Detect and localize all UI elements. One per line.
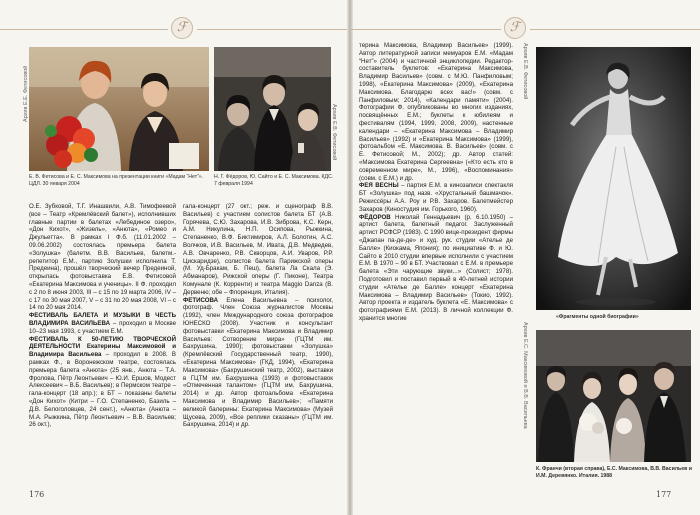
entry-heading: ФЕСТИВАЛЬ К 50-ЛЕТИЮ ТВОРЧЕСКОЙ ДЕЯТЕЛЬНОСТИ Екатерины Максимовой и Владимира Васильева — [29, 335, 176, 359]
photo-credit-vertical: Архив Е.В. Фетисовой — [522, 43, 528, 100]
entry-heading: ФЕЯ ВЕСНЫ — [359, 182, 399, 190]
entry-heading: ФЕТИСОВА — [183, 296, 219, 304]
ornament-icon: ℱ — [171, 17, 193, 39]
right-page — [351, 0, 700, 515]
text-column-right — [183, 203, 333, 429]
entry-fedorov — [359, 214, 513, 323]
photo-image — [536, 330, 691, 462]
entry-text: – проходил в Москве 10–23 мая 1993, с участием Е.М. — [29, 319, 177, 335]
photo-caption: К. Франчи (вторая справа), Е.С. Максимова, В.В. Васильев и И.М. Деревянко. Италия. 1988 — [536, 466, 692, 479]
photo-caption: Е. В. Фетисова и Е. С. Максимова на презентации книги «Мадам “Нет”». ЦДЛ. 30 января 2004 — [29, 174, 204, 187]
entry-heading: ФЁДОРОВ — [359, 213, 391, 221]
entry-festival-1993 — [29, 312, 176, 335]
entry-text: Николай Геннадьевич (р. 6.10.1950) – артист балета, балетный педагог. Заслуженный артист РСФСР (1983). С 1990 вице-президент фирмы «Джапан па-де-де» и худ. рук. студии «Ателье де Балле» (Киокама, Япония); по инициативе Ф. и Ю. Сайто в 2010 студии впервые исполнили с участием Е.М. В 1970 – 90 в БТ. Участвовал с Е.М. в премьере балета «Эти чарующие звуки...» (Солист; 1978). Подготовил и поставил первый в 40-летней истории студии «Ателье де Балле» концерт «Екатерина Максимова – Владимир Васильев» (Токио, 1992). Автор проекта и издатель буклета «Е. Максимова» с фотографиями Е.М. (2013). В личной коллекции Ф. хранится многие — [359, 213, 513, 322]
paragraph: терина Максимова, Владимир Васильев» (1999). Автор литературной записи мемуаров Е.М. «Мадам “Нет”» (2004) и частичной энциклопедии. Редактор-составитель буклетов: «Екатерина Максимова, Владимир Васильев» (совм. с М.Ю. Панфиловым; 1998), «Екатерина Максимова» (2009), «Екатерина Максимова. Благодарю всех вас!» (совм. с Панфиловым; 2014), «Календари памяти» (2004). Фотографии Ф. опубликованы во многих изданиях, посвящённых Е.М.; буклеты к юбилеям и фестивалям (1994, 1999, 2008, 2009), настенные календари – «Екатерина Максимова – Владимир Васильев» (1992) и «Екатерина Максимова» (1999), фотоальбом «Е. Максимова. В. Васильев» (совм. с Е. Фетисовой; М., 2002); др. Автор статей: «Максимова Екатерина Сергеевна» («Кто есть кто в современном мире», М., 1996), «Воспоминания» (совм. с Е.М.) и др. — [359, 42, 513, 182]
page-number: 177 — [656, 490, 672, 499]
header-rule — [530, 29, 700, 30]
page-number: 176 — [29, 490, 45, 499]
entry-heading: ФЕСТИВАЛЬ БАЛЕТА И МУЗЫКИ В ЧЕСТЬ ВЛАДИМИРА ВАСИЛЬЕВА — [29, 312, 176, 327]
photo-caption: «Фрагменты одной биографии» — [556, 314, 639, 320]
photo-credit-vertical: Архив Е.Е. Фетисовой — [23, 65, 29, 122]
entry-text: – партия Е.М. в кинозаписи спектакля БТ «Золушка» под назв. «Хрустальный башмачок». Режиссёры А.А. Роу и Р.В. Захаров. Балетмейстер Захаров (Киностудия им. Горького, 1960). — [359, 182, 513, 213]
ornament-icon: ℱ — [504, 17, 526, 39]
entry-text: Елена Васильевна – психолог, фотограф. Член Союза журналистов Москвы (1992), член Международного союза фотографов ЮНЕСКО (2008). Участник и консультант фотовыставки «Екатерина Максимова и Владимир Васильев: Сотворение мира» (ГЦТМ им. Бахрушина, 1990); фотовыставки «Золушка» (Кремлёвский Государственный театр, 1990), «Екатерина Максимова» (ГКД, 1994), «Екатерина Максимова» (Бахрушинский театр, 2002), выставки в ГЦТМ им. Бахрушина (1993) и фотовыставок «Отмеченная талантом» (ГЦТМ им. Бахрушина, 2014) и др. Автор фотоальбома «Екатерина Максимова и Владимир Васильев»; «Памяти великой балерины: Екатерина Максимова» (Музей Щусева, 2009), «Все реплики сказаны» (ГЦТМ им. Бахрушина, 2014) и др. — [183, 296, 333, 429]
photo-fetisova-maximova — [29, 47, 209, 171]
entry-fetisova — [183, 297, 333, 430]
photo-caption: Н. Г. Фёдоров, Ю. Сайто и Е. С. Максимова. КДС. 7 февраля 1994 — [214, 174, 334, 187]
left-page — [0, 0, 349, 515]
text-column-left — [29, 203, 176, 429]
photo-credit-vertical: Архив Е.В. Фетисовой — [331, 104, 337, 161]
header-rule — [351, 29, 501, 30]
photo-image — [29, 47, 209, 171]
photo-credit-vertical: Архив Е.С. Максимовой и В.В. Васильева — [522, 322, 528, 429]
header-rule — [197, 29, 349, 30]
photo-fedorov-saito-maximova — [214, 47, 331, 171]
photo-dancer — [536, 47, 691, 310]
photo-image — [536, 47, 691, 310]
header-rule — [0, 29, 168, 30]
entry-festival-2008 — [29, 336, 176, 430]
entry-feya-vesny — [359, 182, 513, 213]
photo-image — [214, 47, 331, 171]
photo-group-italy — [536, 330, 691, 462]
text-column-main — [359, 42, 513, 323]
paragraph: О.Е. Зубковой, Т.Г. Инашвили, А.В. Тимофеевой (все – Театр «Кремлёвский балет»), исполнивших главные партии в балетах «Лебединое озеро», «Дон Кихот», «Жизель», «Анюта», «Ромео и Джульетта». В рамках I Ф.б. (11.01.2002 – 09.06.2002) состоялась премьера балета «Золушка» (балетм. В.В. Васильев, балетм.-репетитор Е.М., партию Золушки исполнила Т. Предеина), прошёл творческий вечер Предеиной, открылась фотовыставка Е.В. Фетисовой «Екатерина Максимова и ученицы». II Ф. проходил с 2 по 8 июня 2003, III – с 15 по 19 марта 2006, IV – с 17 по 30 мая 2007, V – с 31 по 20 мая 2008, VI – с 14 по 20 мая 2014. — [29, 203, 176, 312]
entry-text: – проходил в 2008. В рамках Ф., в Воронежском театре, состоялась премьера балета «Анюта» (25 янв., Анюта – Т.А. Фролова, Пётр Леонтьевич – Ю.И. Ершов, Модест Алексеевич – В.Б. Васильев); в Пермском театре – гала-концерт (18 апр.); в БТ – показаны балеты «Дон Кихот» (Китри – Г.О. Степаненко, Базиль – Д.В. Белоголовцев, 24 сент.), «Анюта» (Анюта – М.А. Рыжкина, Пётр Леонтьевич – В.В. Васильев; 26 окт.), — [29, 351, 176, 429]
paragraph: гала-концерт (27 окт.; реж. и сценограф В.В. Васильев) с участием солистов балета БТ (А.В. Горячева, С.Ю. Захарова, И.В. Зиброва, К.С. Керн, А.М. Никулина, Н.П. Осипова, Рыжкина, Степаненко, В.Ф. Биктимиров, А.Л. Болотин, А.С. Волчков, И.В. Васильев, М. Ивата, Д.В. Медведев, А.В. Овчаренко, Р.В. Скворцов, А.И. Уваров, Р.Р. Цискаридзе), солистов балета Парижской оперы (М. Уд-Бракам, Б. Пеш), балета Ла Скала (Э. Абманаров), Рижской оперы (Г. Пиконе), Театра Комунале (К. Корренти) и театра Maggio Danza (В. Дервеню; обе – Флоренция, Италия). — [183, 203, 333, 296]
